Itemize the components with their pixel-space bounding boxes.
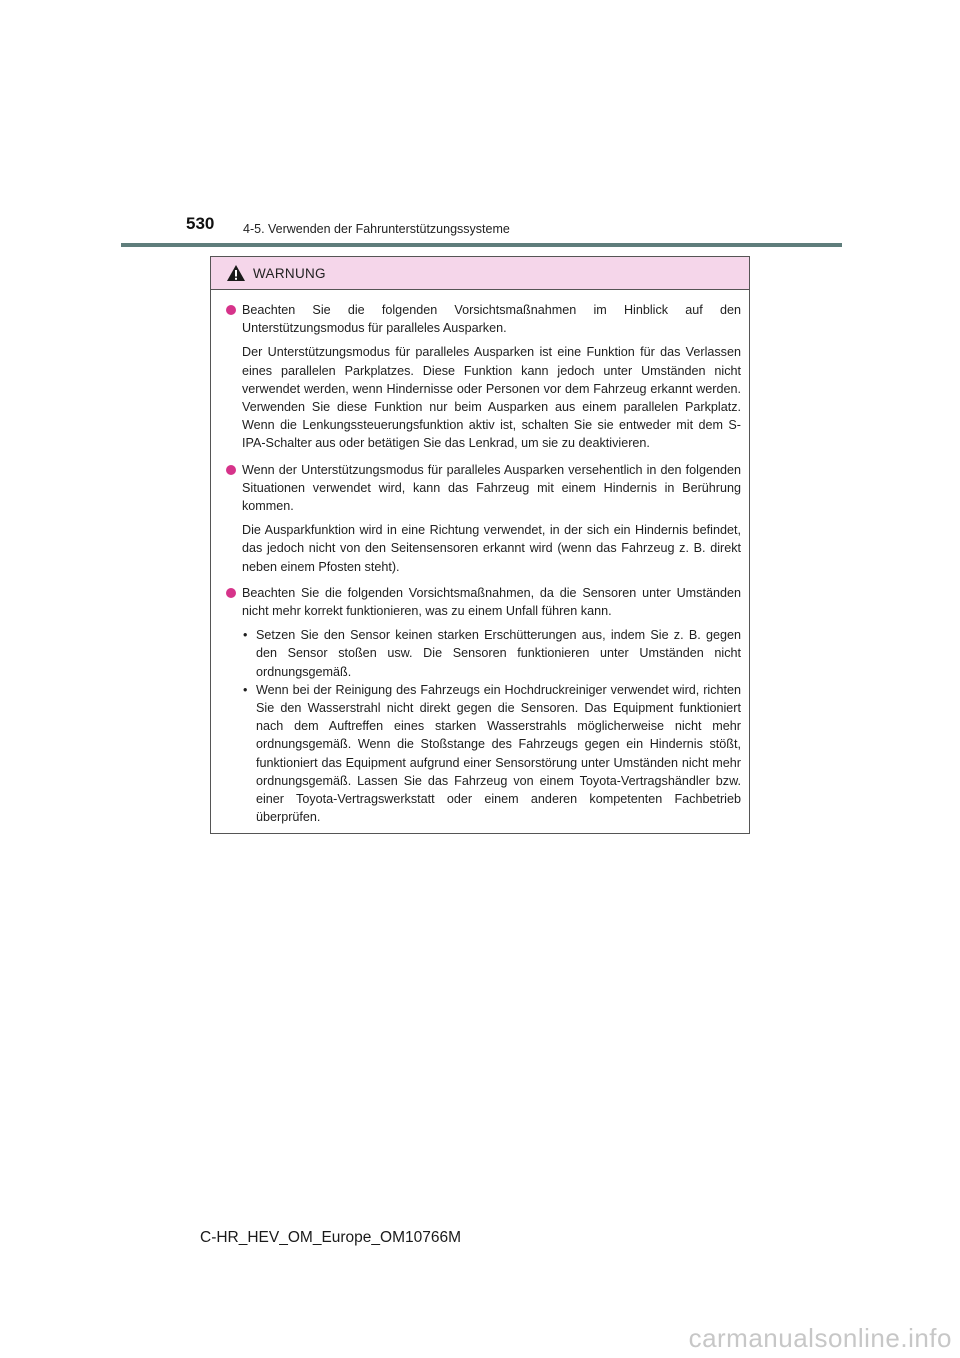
warning-subitem-text: Setzen Sie den Sensor keinen starken Erschütterungen aus, indem Sie z. B. gegen den Sensor stoßen usw. Die Sensoren funktionieren unter Umständen nicht ordnungsgemäß.	[256, 628, 741, 679]
page-number: 530	[186, 214, 215, 233]
document-code: C-HR_HEV_OM_Europe_OM10766M	[200, 1229, 462, 1246]
section-title: 4-5. Verwenden der Fahrunterstützungssysteme	[243, 222, 510, 236]
warning-item	[226, 584, 741, 827]
warning-triangle-icon	[226, 264, 246, 282]
warning-subitem	[242, 681, 741, 827]
warning-item-detail: Der Unterstützungsmodus für paralleles Ausparken ist eine Funktion für das Verlassen eines parallelen Parkplatzes. Diese Funktion kann jedoch unter Umständen nicht verwendet werden, wenn Hindernisse oder Personen vor dem Fahrzeug erkannt werden. Verwenden Sie diese Funktion nur beim Ausparken aus einem parallelen Parkplatz. Wenn die Lenkungssteuerungsfunktion aktiv ist, schalten Sie sie entweder mit dem S-IPA-Schalter aus oder betätigen Sie das Lenkrad, um sie zu deaktivieren.	[242, 345, 741, 451]
warning-body	[211, 290, 749, 826]
warning-subitem-text: Wenn bei der Reinigung des Fahrzeugs ein Hochdruckreiniger verwendet wird, richten Sie den Wasserstrahl nicht direkt gegen die Sensoren. Das Equipment funktioniert nach dem Auftreffen eines starken Wasserstrahls möglicherweise nicht mehr ordnungsgemäß. Wenn die Stoßstange des Fahrzeugs gegen ein Hindernis stößt, funktioniert das Equipment aufgrund einer Sensorstörung unter Umständen nicht mehr ordnungsgemäß. Lassen Sie das Fahrzeug von einem Toyota-Vertragshändler bzw. einer Toyota-Vertragswerkstatt oder einem anderen kompetenten Fachbetrieb überprüfen.	[256, 682, 741, 825]
warning-title: WARNUNG	[253, 265, 326, 281]
bullet-dot-icon	[226, 305, 236, 315]
subitem-marker: •	[243, 628, 248, 643]
warning-item-text: Wenn der Unterstützungsmodus für paralleles Ausparken versehentlich in den folgenden Situationen verwendet wird, kann das Fahrzeug mit einem Hindernis in Berührung kommen.	[242, 462, 741, 514]
warning-item-text: Beachten Sie die folgenden Vorsichtsmaßnahmen, da die Sensoren unter Umständen nicht mehr korrekt funktionieren, was zu einem Unfall führen kann.	[242, 585, 741, 619]
header-divider	[121, 243, 842, 247]
warning-box	[210, 256, 750, 834]
warning-item-detail: Die Ausparkfunktion wird in eine Richtung verwendet, in der sich ein Hindernis befindet, das jedoch nicht von den Seitensensoren erkannt wird (wenn das Fahrzeug z. B. direkt neben einem Pfosten steht).	[242, 523, 741, 574]
warning-item	[226, 461, 741, 576]
warning-item-text: Beachten Sie die folgenden Vorsichtsmaßnahmen im Hinblick auf den Unterstützungsmodus für paralleles Ausparken.	[242, 303, 741, 336]
warning-subitem	[242, 626, 741, 681]
warning-item	[226, 301, 741, 453]
bullet-dot-icon	[226, 588, 236, 598]
warning-header	[211, 257, 749, 290]
warning-subitem-list	[242, 626, 741, 826]
watermark: carmanualsonline.info	[688, 1323, 952, 1353]
bullet-dot-icon	[226, 465, 236, 475]
subitem-marker: •	[243, 682, 248, 697]
